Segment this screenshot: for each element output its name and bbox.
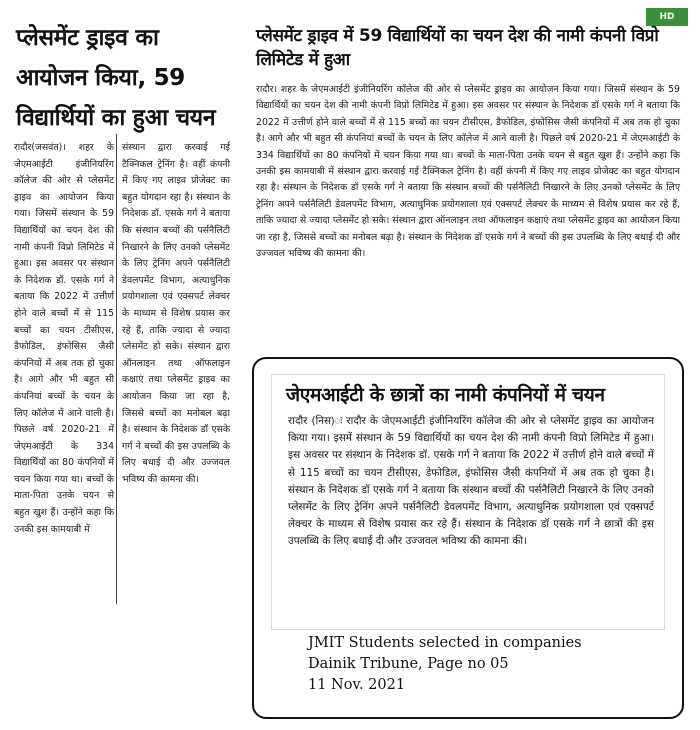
boxed-clipping-body: रादौर (निस)ः रादौर के जेएमआईटी इंजीनियरिंग कॉलेज की ओर से प्लेसमेंट ड्राइव का आयोजन किया गया। इसमें संस्थान के 59 विद्यार्थियों का चयन देश की नामी कंपनी विप्रो लिमिटेड में हुआ। इस अवसर पर संस्थान के निदेशक डॉ. एसके गर्ग ने बताया कि 2022 में उत्तीर्ण होने वाले बच्चों में से 115 बच्चों का चयन टीसीएस, डेफोडिल, इंफोसिस जैसी कंपनियों में अब तक हो चुका है। संस्थान के निदेशक डॉ एसके गर्ग ने बताया कि संस्थान बच्चों की पर्सनैलिटी निखारने के लिए उनको प्लेसमेंट के लिए ट्रेनिंग अपने पर्सनैलिटी डेवलपमेंट विभाग, अत्याधुनिक प्रयोगशाला एवं एक्सपर्ट लेक्चर के माध्यम से विशेष प्रयास कर रहे हैं। संस्थान के निदेशक डॉ एसके गर्ग ने छात्रों की इस उपलब्धि के लिए बधाई दी और उज्जवल भविष्य की कामना की। bbox=[288, 415, 654, 548]
boxed-news-clipping bbox=[272, 375, 664, 629]
caption-source: Dainik Tribune, Page no 05 bbox=[308, 656, 509, 672]
column-divider bbox=[116, 134, 117, 604]
caption-title: JMIT Students selected in companies bbox=[308, 635, 582, 651]
left-clipping-headline: प्लेसमेंट ड्राइव का आयोजन किया, 59 विद्यार्थियों का हुआ चयन bbox=[16, 25, 216, 131]
right-clipping-headline: प्लेसमेंट ड्राइव में 59 विद्यार्थियों का चयन देश की नामी कंपनी विप्रो लिमिटेड में हुआ bbox=[256, 26, 659, 70]
right-news-clipping bbox=[244, 8, 688, 352]
caption-date: 11 Nov. 2021 bbox=[308, 677, 406, 693]
left-clipping-column-2: संस्थान द्वारा करवाई गई टैक्निकल ट्रेनिंग है। वहीं कंपनी में किए गए लाइव प्रोजेक्ट का बहुत योगदान रहा है। संस्थान के निदेशक डॉ. एसके गर्ग ने बताया कि संस्थान बच्चों की पर्सनैलिटी निखारने के लिए उनको प्लेसमेंट के लिए ट्रेनिंग अपने पर्सनैलिटी डेवलपमेंट विभाग, अत्याधुनिक प्रयोगशाला एवं एक्सपर्ट लेक्चर के माध्यम से विशेष प्रयास कर रहे हैं, ताकि ज्यादा से ज्यादा प्लेसमेंट हो सके। संस्थान द्वारा ऑनलाइन तथा ऑफलाइन कक्षाएं तथा प्लेसमेंट ड्राइव का आयोजन किया जा रहा है, जिससे बच्चों का मनोबल बढ़ा है। संस्थान के निदेशक डॉ एसके गर्ग ने बच्चों की इस उपलब्धि के लिए बधाई दी और उज्जवल भविष्य की कामना की। bbox=[122, 142, 230, 485]
hd-badge: HD bbox=[646, 8, 688, 26]
boxed-clipping-headline: जेएमआईटी के छात्रों का नामी कंपनियों में चयन bbox=[286, 384, 605, 406]
right-clipping-body: रादौर। शहर के जेएमआईटी इंजीनियरिंग कॉलेज की ओर से प्लेसमेंट ड्राइव का आयोजन किया गया। जिसमें संस्थान के 59 विद्यार्थियों का चयन देश की नामी कंपनी विप्रो लिमिटेड में हुआ। इस अवसर पर संस्थान के निदेशक डॉ एसके गर्ग ने बताया कि 2022 में उत्तीर्ण होने वाले बच्चों में से 115 बच्चों का चयन टीसीएस, डैफोडिल, इंफोसिस जैसी कंपनियों में अब तक हो चुका है। आगे और भी बहुत सी कंपनियां बच्चों के चयन के लिए कॉलेज में आने वाली है। पिछले वर्ष 2020-21 में जेएमआईटी के 334 विद्यार्थियों का 80 कंपनियों में चयन किया गया था। बच्चों के माता-पिता उनके चयन से बहुत खुश हैं। उन्होंने कहा कि उनकी इस कामयाबी में संस्थान द्वारा करवाई गई टैक्निकल ट्रेनिंग है। वहीं कंपनी में किए गए लाइव प्रोजेक्ट का बहुत योगदान रहा है। संस्थान के निदेशक डॉ एसके गर्ग ने बताया कि संस्थान बच्चों की पर्सनैलिटी निखारने के लिए उनको प्लेसमेंट के लिए ट्रेनिंग अपने पर्सनैलिटी डेवलपमेंट विभाग, अत्याधुनिक प्रयोगशाला एवं एक्सपर्ट लेक्चर के माध्यम से विशेष प्रयास कर रहे हैं, ताकि ज्यादा से ज्यादा प्लेसमेंट हो सके। संस्थान द्वारा ऑनलाइन तथा ऑफलाइन कक्षाएं तथा प्लेसमेंट ड्राइव का आयोजन किया जा रहा है, जिससे बच्चों का मनोबल बढ़ा है। संस्थान के निदेशक डॉ एसके गर्ग ने बच्चों की इस उपलब्धि के लिए बधाई दी और उज्जवल भविष्य की कामना की। bbox=[256, 84, 680, 260]
boxed-clipping-frame bbox=[252, 357, 684, 719]
left-clipping-column-1: रादौर(जसवंत)। शहर के जेएमआईटी इंजीनियरिंग कॉलेज की ओर से प्लेसमेंट ड्राइव का आयोजन किया गया। जिसमें संस्थान के 59 विद्यार्थियों का चयन देश की नामी कंपनी विप्रो लिमिटेड में हुआ। इस अवसर पर संस्थान के निदेशक डॉ. एसके गर्ग ने बताया कि 2022 में उत्तीर्ण होने वाले बच्चों में से 115 बच्चों का चयन टीसीएस, डैफोडिल, इंफोसिस जैसी कंपनियों में अब तक हो चुका है। आगे और भी बहुत सी कंपनियां बच्चों के चयन के लिए कॉलेज में आने वाली है। पिछले वर्ष 2020-21 में जेएमआईटी के 334 विद्यार्थियों का 80 कंपनियों में चयन किया गया था। बच्चों के माता-पिता उनके चयन से बहुत खुश हैं। उन्होंने कहा कि उनकी इस कामयाबी में bbox=[14, 142, 114, 535]
left-news-clipping bbox=[8, 14, 236, 616]
clipping-caption bbox=[308, 633, 582, 696]
